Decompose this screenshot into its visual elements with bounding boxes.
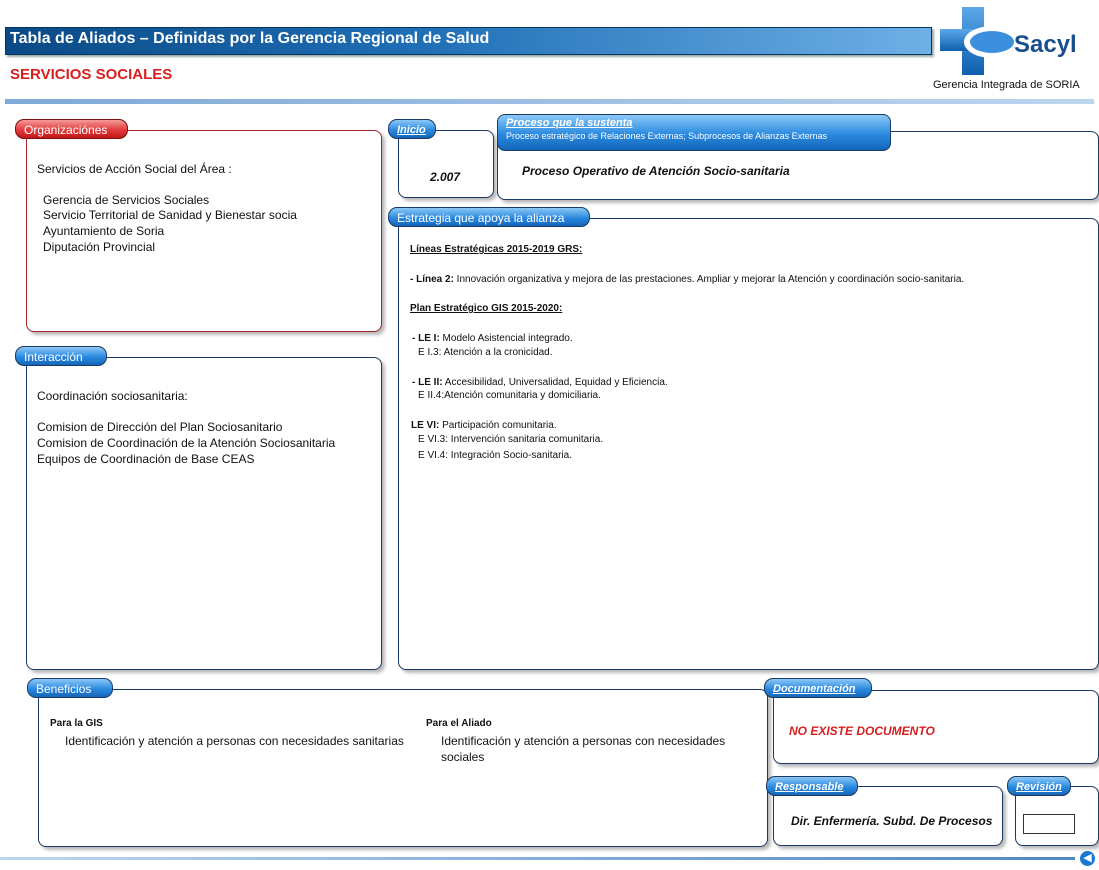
proceso-value: Proceso Operativo de Atención Socio-sanitaria (522, 164, 790, 178)
page-title: Tabla de Aliados – Definidas por la Gerencia Regional de Salud (10, 30, 490, 47)
sacyl-logo (940, 5, 1090, 85)
interaccion-intro: Coordinación sociosanitaria: (37, 389, 188, 403)
le6-label: LE VI: (411, 420, 440, 431)
tab-proceso (497, 114, 891, 151)
interaccion-item: Equipos de Coordinación de Base CEAS (37, 452, 255, 466)
tab-estrategia: Estrategia que apoya la alianza (388, 207, 590, 227)
linea2-label: - Línea 2: (410, 274, 454, 285)
beneficios-panel (38, 689, 768, 847)
le6 (411, 419, 557, 433)
tab-line (120, 130, 370, 131)
le6-sub: E VI.4: Integración Socio-sanitaria. (418, 450, 572, 461)
le1-sub: E I.3: Atención a la cronicidad. (418, 347, 553, 358)
le2-label: - LE II: (412, 377, 443, 388)
tab-documentacion: Documentación (764, 678, 872, 698)
le6-text: Participación comunitaria. (439, 420, 557, 431)
le2 (412, 376, 668, 390)
documentacion-value: NO EXISTE DOCUMENTO (789, 724, 935, 738)
linea2-text: Innovación organizativa y mejora de las prestaciones. Ampliar y mejorar la Atención y coordinación socio-sanitaria. (453, 274, 965, 285)
beneficios-gis-heading: Para la GIS (50, 718, 103, 729)
back-arrow-icon[interactable]: ◀ (1080, 851, 1095, 866)
beneficios-aliado-text: sociales (441, 750, 485, 764)
organizaciones-item: Gerencia de Servicios Sociales (43, 193, 210, 207)
le1-text: Modelo Asistencial integrado. (439, 333, 573, 344)
proceso-tab-title: Proceso que la sustenta (506, 117, 633, 129)
beneficios-aliado-text: Identificación y atención a personas con necesidades (441, 734, 726, 748)
logo-text: Sacyl (1014, 31, 1077, 58)
page-subtitle: SERVICIOS SOCIALES (10, 66, 173, 83)
tab-beneficios: Beneficios (27, 678, 113, 698)
tab-organizaciones: Organizaciónes (15, 119, 128, 139)
revision-field[interactable] (1023, 814, 1075, 834)
interaccion-item: Comision de Coordinación de la Atención Sociosanitaria (37, 436, 336, 450)
tab-interaccion: Interacción (15, 346, 107, 366)
tab-responsable: Responsable (766, 776, 858, 796)
interaccion-item: Comision de Dirección del Plan Sociosanitario (37, 420, 283, 434)
organizaciones-intro: Servicios de Acción Social del Área : (37, 162, 232, 176)
organizaciones-item: Ayuntamiento de Soria (43, 224, 165, 238)
header-divider (5, 99, 1094, 104)
tab-inicio: Inicio (388, 119, 436, 139)
beneficios-gis-text: Identificación y atención a personas con necesidades sanitarias (65, 734, 404, 748)
inicio-panel (398, 130, 494, 198)
logo-subtitle: Gerencia Integrada de SORIA (933, 79, 1080, 91)
lineas-heading: Líneas Estratégicas 2015-2019 GRS: (410, 244, 583, 255)
organizaciones-item: Diputación Provincial (43, 240, 156, 254)
responsable-value: Dir. Enfermería. Subd. De Procesos (791, 814, 993, 828)
tab-revision: Revisión (1007, 776, 1071, 796)
le2-text: Accesibilidad, Universalidad, Equidad y Eficiencia. (442, 377, 668, 388)
proceso-tab-subtitle: Proceso estratégico de Relaciones Externas; Subprocesos de Alianzas Externas (506, 131, 828, 141)
linea2 (410, 273, 964, 287)
le2-sub: E II.4:Atención comunitaria y domiciliaria. (418, 390, 601, 401)
le1-label: - LE I: (412, 333, 440, 344)
plan-heading: Plan Estratégico GIS 2015-2020: (410, 303, 563, 314)
organizaciones-item: Servicio Territorial de Sanidad y Bienestar socia (43, 208, 297, 222)
footer-divider (0, 857, 1075, 860)
le6-sub: E VI.3: Intervención sanitaria comunitaria. (418, 434, 604, 445)
beneficios-aliado-heading: Para el Aliado (426, 718, 492, 729)
inicio-value: 2.007 (430, 170, 461, 184)
le1 (412, 332, 573, 346)
